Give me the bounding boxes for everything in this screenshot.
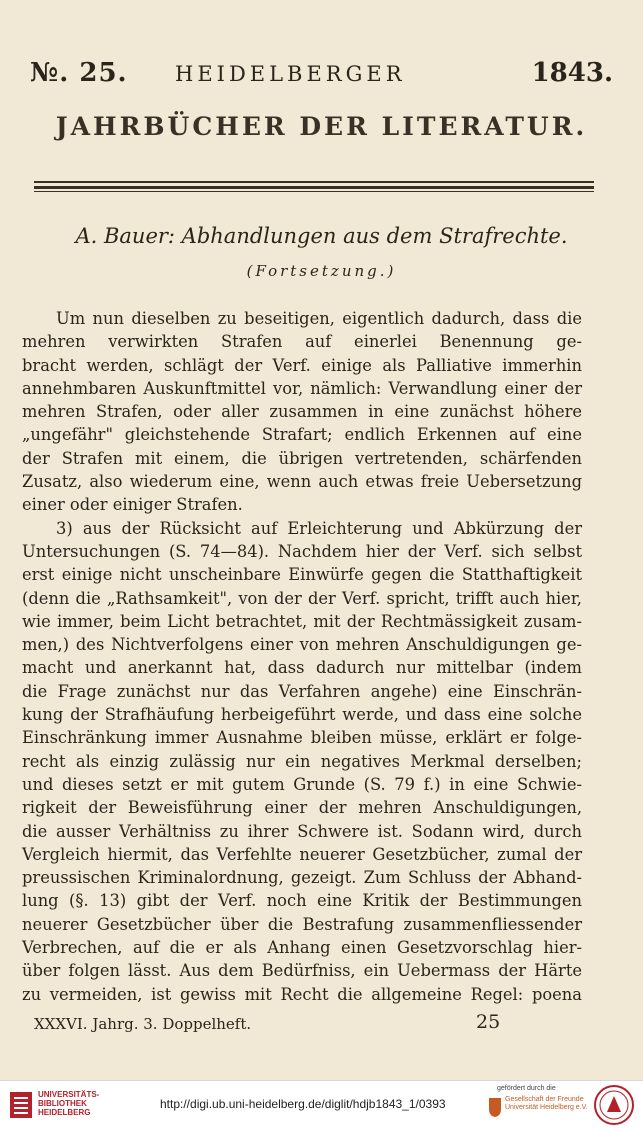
text-line: bracht werden, schlägt der Verf. einige als Palliative immerhin: [22, 355, 582, 375]
sponsor-caption: gefördert durch die: [497, 1085, 556, 1092]
university-library-logo-icon[interactable]: [8, 1088, 34, 1120]
text-line: Verbrechen, auf die er als Anhang einen Gesetzvorschlag hier-: [22, 938, 582, 958]
text-line: mehren verwirkten Strafen auf einerlei Benennung ge-: [22, 332, 582, 352]
header-rule: [34, 191, 594, 192]
continuation-note: (Fortsetzung.): [246, 262, 397, 280]
text-line: der Strafen mit einem, die übrigen vertretenden, schärfenden: [22, 448, 582, 468]
page-number: 25: [476, 1011, 501, 1033]
text-line: 3) aus der Rücksicht auf Erleichterung und Abkürzung der: [56, 518, 582, 538]
text-line: (denn die „Rathsamkeit", von der der Verf. spricht, trifft auch hier,: [22, 588, 582, 608]
sponsor-crest-icon: [488, 1096, 502, 1118]
journal-name: HEIDELBERGER: [175, 62, 406, 86]
text-line: Einschränkung immer Ausnahme bleiben müsse, erklärt er folge-: [22, 728, 582, 748]
text-line: kung der Strafhäufung herbeigeführt werde, und dass eine solche: [22, 705, 582, 725]
text-line: die ausser Verhältniss zu ihrer Schwere ist. Sodann wird, durch: [22, 821, 582, 841]
text-line: recht als einzig zulässig nur ein negatives Merkmal derselben;: [22, 751, 582, 771]
permalink-url[interactable]: http://digi.ub.uni-heidelberg.de/diglit/hdjb1843_1/0393: [160, 1097, 446, 1111]
article-title: A. Bauer: Abhandlungen aus dem Strafrechte.: [75, 224, 568, 248]
text-line: men,) des Nichtverfolgens einer von mehren Anschuldigungen ge-: [22, 635, 582, 655]
journal-subtitle: JAHRBÜCHER DER LITERATUR.: [55, 112, 588, 141]
text-line: Um nun dieselben zu beseitigen, eigentlich dadurch, dass die: [56, 309, 582, 328]
volume-footer: XXXVI. Jahrg. 3. Doppelheft.: [34, 1015, 252, 1033]
text-line: „ungefähr" gleichstehende Strafart; endlich Erkennen auf eine: [22, 425, 582, 445]
text-line: lung (§. 13) gibt der Verf. noch eine Kritik der Bestimmungen: [22, 891, 582, 911]
text-line: wie immer, beim Licht betrachtet, mit der Rechtmässigkeit zusam-: [22, 611, 582, 631]
sponsor-name[interactable]: Gesellschaft der Freunde Universität Heidelberg e.V.: [505, 1096, 588, 1111]
header-rule: [34, 186, 594, 189]
text-line: Vergleich hiermit, das Verfehlte neuerer Gesetzbücher, zumal der: [22, 844, 582, 864]
article-body: [22, 307, 582, 1006]
text-line: Zusatz, also wiederum eine, wenn auch etwas freie Uebersetzung: [22, 472, 582, 492]
text-line: und dieses setzt er mit gutem Grunde (S. 79 f.) in eine Schwie-: [22, 774, 582, 794]
text-line: erst einige nicht unscheinbare Einwürfe gegen die Statthaftigkeit: [22, 565, 582, 585]
text-line: rigkeit der Beweisführung einer der mehren Anschuldigungen,: [22, 798, 582, 818]
text-line: einer oder einiger Strafen.: [22, 495, 243, 515]
text-line: die Frage zunächst nur das Verfahren angehe) eine Einschrän-: [22, 681, 582, 701]
text-line: über folgen lässt. Aus dem Bedürfniss, ein Uebermass der Härte: [22, 961, 582, 981]
text-line: macht und anerkannt hat, dass dadurch nur mittelbar (indem: [22, 658, 582, 678]
page-header: [30, 58, 613, 98]
university-seal-icon: [593, 1084, 635, 1126]
text-line: mehren Strafen, oder aller zusammen in eine zunächst höhere: [22, 402, 582, 422]
issue-number: №. 25.: [30, 58, 128, 88]
text-line: Untersuchungen (S. 74—84). Nachdem hier der Verf. sich selbst: [22, 541, 582, 561]
year: 1843.: [531, 58, 613, 88]
text-line: annehmbaren Auskunftmittel vor, nämlich: Verwandlung einer der: [22, 378, 582, 398]
text-line: neuerer Gesetzbücher über die Bestrafung zusammenfliessender: [22, 914, 582, 934]
header-rule: [34, 181, 594, 183]
text-line: preussischen Kriminalordnung, gezeigt. Zum Schluss der Abhand-: [22, 868, 582, 888]
library-name[interactable]: UNIVERSITÄTS- BIBLIOTHEK HEIDELBERG: [38, 1090, 100, 1117]
viewer-footer-bar: [0, 1080, 643, 1128]
text-line: zu vermeiden, ist gewiss mit Recht die allgemeine Regel: poena: [22, 984, 582, 1004]
